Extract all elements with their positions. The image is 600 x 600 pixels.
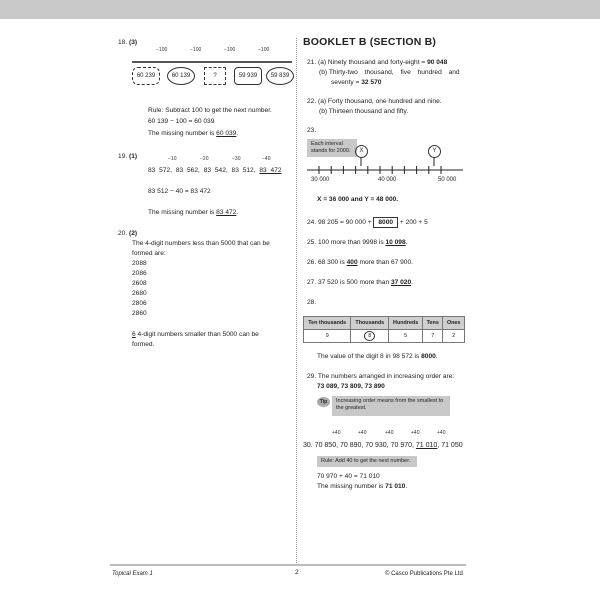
tip-box: Increasing order means from the smallest to the greatest.: [332, 396, 450, 416]
q22b: (b) Thirteen thousand and fifty.: [319, 108, 409, 115]
footer-publisher: © Casco Publications Pte Ltd: [385, 571, 463, 577]
footer-book-title: Topical Exam 1: [112, 571, 153, 577]
missing-text: The missing number is 60 039.: [148, 130, 239, 137]
answer: 73 089, 73 809, 73 890: [317, 383, 385, 390]
calc-text: 60 139 − 100 = 60 039: [148, 118, 215, 125]
missing-text: The missing number is 71 010.: [317, 483, 408, 490]
lantern: ?: [204, 67, 226, 85]
lantern: 59 939: [234, 67, 262, 85]
step-label: +40: [358, 430, 367, 436]
step-label: −40: [262, 156, 271, 162]
q19-header: 19. (1): [118, 153, 138, 160]
section-title: BOOKLET B (SECTION B): [303, 36, 437, 48]
answer: X = 36 000 and Y = 48 000.: [317, 196, 399, 203]
page-number: 2: [295, 569, 299, 576]
step-label: +40: [411, 430, 420, 436]
q30-sequence: 30. 70 850, 70 890, 70 930, 70 970, 71 010, 71 050: [303, 442, 463, 449]
step-label: −30: [232, 156, 241, 162]
step-label: −100: [190, 47, 202, 53]
x-marker: X: [355, 145, 368, 158]
place-value-table: Ten thousands Thousands Hundreds Tens Ones 9 8 5 7 2: [303, 316, 465, 343]
q-number: 18.: [118, 39, 128, 46]
sequence: 83 572, 83 562, 83 542, 83 512, 83 472: [148, 167, 282, 174]
conclusion: formed.: [132, 341, 155, 348]
step-label: −100: [258, 47, 270, 53]
note-box: Each interval stands for 2000.: [307, 139, 357, 157]
list-item: 2086: [132, 270, 147, 277]
rule-box: Rule: Add 40 to get the next number.: [317, 456, 417, 467]
q25: 25. 100 more than 9998 is 10 098.: [307, 239, 408, 246]
number-line: [305, 156, 465, 176]
footer-rule: [110, 564, 466, 566]
q21: 21. (a) Ninety thousand and forty-eight = 90 048: [307, 59, 448, 66]
q26: 26. 68 300 is 400 more than 67 900.: [307, 259, 413, 266]
number-list: [132, 259, 147, 319]
tip-badge: Tip: [317, 397, 330, 407]
step-label: +40: [332, 430, 341, 436]
lantern: 59 839: [266, 67, 294, 85]
calc-text: 83 512 − 40 = 83 472: [148, 188, 211, 195]
list-item: 2806: [132, 300, 147, 307]
rule-text: Rule: Subtract 100 to get the next number.: [148, 107, 272, 114]
step-label: −100: [224, 47, 236, 53]
tick-label: 50 000: [438, 177, 457, 183]
intro-text: The 4-digit numbers less than 5000 that can be: [132, 240, 270, 247]
list-item: 2680: [132, 290, 147, 297]
conclusion: 6 4-digit numbers smaller than 5000 can be: [132, 331, 259, 338]
list-item: 2608: [132, 280, 147, 287]
y-marker: Y: [428, 145, 441, 158]
q29: 29. The numbers arranged in increasing order are:: [307, 373, 455, 380]
q-number: 28.: [307, 299, 317, 306]
step-label: −20: [200, 156, 209, 162]
step-label: −100: [156, 47, 168, 53]
step-label: +40: [437, 430, 446, 436]
q-number: 23.: [307, 127, 317, 134]
q27: 27. 37 520 is 500 more than 37 020.: [307, 279, 413, 286]
calc-text: 70 970 + 40 = 71 010: [317, 473, 380, 480]
q22: 22. (a) Forty thousand, one hundred and nine.: [307, 98, 442, 105]
lantern-rope: [132, 61, 292, 63]
intro-text: formed are:: [132, 250, 166, 257]
lantern-diagram: [132, 47, 292, 92]
column-divider: [296, 38, 297, 565]
q21b: (b) Thirty-two thousand, five hundred and: [319, 69, 460, 76]
tick-label: 40 000: [378, 177, 397, 183]
lantern: 60 239: [132, 67, 160, 85]
top-bar: [0, 0, 600, 19]
q28-answer: The value of the digit 8 in 98 572 is 8000.: [317, 353, 438, 360]
list-item: 2860: [132, 310, 147, 317]
q21b-2: seventy = 32 570: [331, 79, 382, 86]
answer: (3): [129, 39, 138, 46]
q24: 24. 98 205 = 90 000 + 8000 + 200 + 5: [307, 219, 428, 226]
step-label: +40: [385, 430, 394, 436]
q20-header: 20. (2): [118, 230, 138, 237]
step-label: −10: [168, 156, 177, 162]
list-item: 2088: [132, 260, 147, 267]
lantern: 60 139: [167, 67, 195, 85]
tick-label: 30 000: [311, 177, 330, 183]
missing-text: The missing number is 83 472.: [148, 209, 239, 216]
